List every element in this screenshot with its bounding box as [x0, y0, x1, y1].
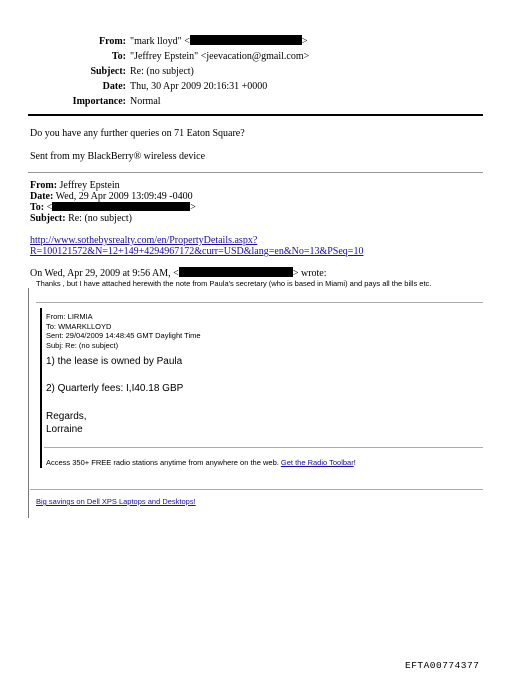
radio-toolbar-link[interactable]: Get the Radio Toolbar: [280, 458, 354, 467]
to-label: To:: [111, 51, 126, 62]
forwarded-header: [30, 180, 363, 257]
redaction-box: [190, 35, 302, 45]
header-to-row: [0, 49, 512, 64]
quoted-attribution: On Wed, Apr 29, 2009 at 9:56 AM, < > wrote:: [30, 268, 327, 279]
quote-divider-top: [36, 302, 483, 303]
inner-subj: Subj: Re: (no subject): [46, 340, 119, 350]
document-id: EFTA00774377: [405, 660, 480, 671]
ad-divider: [30, 489, 483, 490]
quoted-thanks: Thanks , but I have attached herewith the note from Paula's secretary (who is based in Miami) and pays all the bills etc.: [36, 279, 432, 288]
header-date-row: [0, 79, 512, 94]
importance-label: Importance:: [72, 96, 126, 107]
header-divider: [28, 114, 483, 116]
inner-sent: Sent: 29/04/2009 14:48:45 GMT Daylight Time: [46, 331, 201, 340]
redaction-box: [52, 202, 190, 211]
inner-name: Lorraine: [46, 424, 83, 435]
from-value: "mark lloyd" < >: [130, 36, 308, 47]
date-label: Date:: [102, 81, 126, 92]
inner-to: To: WMARKLLOYD: [46, 321, 112, 331]
inner-regards: Regards,: [46, 411, 87, 422]
inner-lease-line: 1) the lease is owned by Paula: [46, 356, 183, 367]
redaction-box: [179, 267, 293, 277]
subject-value: Re: (no subject): [130, 66, 194, 77]
radio-promo: Access 350+ FREE radio stations anytime from anywhere on the web. Get the Radio Toolbar!: [46, 458, 356, 467]
fwd-date-row: Date: Wed, 29 Apr 2009 13:09:49 -0400: [30, 191, 193, 202]
body-question: Do you have any further queries on 71 Eaton Square?: [30, 128, 245, 139]
dell-ad-link[interactable]: Big savings on Dell XPS Laptops and Desktops!: [36, 497, 196, 506]
importance-value: Normal: [130, 96, 161, 107]
inner-header: [46, 312, 201, 350]
from-label: From:: [98, 36, 126, 47]
inner-fees-line: 2) Quarterly fees: I,I40.18 GBP: [46, 383, 184, 394]
fwd-to-row: To: < >: [30, 202, 196, 213]
fwd-from-row: From: Jeffrey Epstein: [30, 180, 120, 191]
email-header: [0, 34, 512, 109]
header-from-row: [0, 34, 512, 49]
inner-from: From: LIRMIA: [46, 312, 93, 321]
header-importance-row: [0, 94, 512, 109]
body-divider: [28, 172, 483, 173]
date-value: Thu, 30 Apr 2009 20:16:31 +0000: [130, 81, 268, 92]
to-value: "Jeffrey Epstein" <jeevacation@gmail.com>: [130, 51, 310, 62]
header-subject-row: [0, 64, 512, 79]
quote-bar: [28, 288, 29, 518]
subject-label: Subject:: [90, 66, 126, 77]
inner-divider: [44, 447, 483, 448]
body-signature: Sent from my BlackBerry® wireless device: [30, 151, 206, 162]
property-link[interactable]: http://www.sothebysrealty.com/en/PropertyDetails.aspx? R=100121572&N=12+149+4294967172&curr=USD&lang=en&No=13&PSeq=10: [30, 235, 364, 257]
inner-quote-bar: [40, 308, 42, 468]
fwd-subject-row: Subject: Re: (no subject): [30, 213, 132, 224]
